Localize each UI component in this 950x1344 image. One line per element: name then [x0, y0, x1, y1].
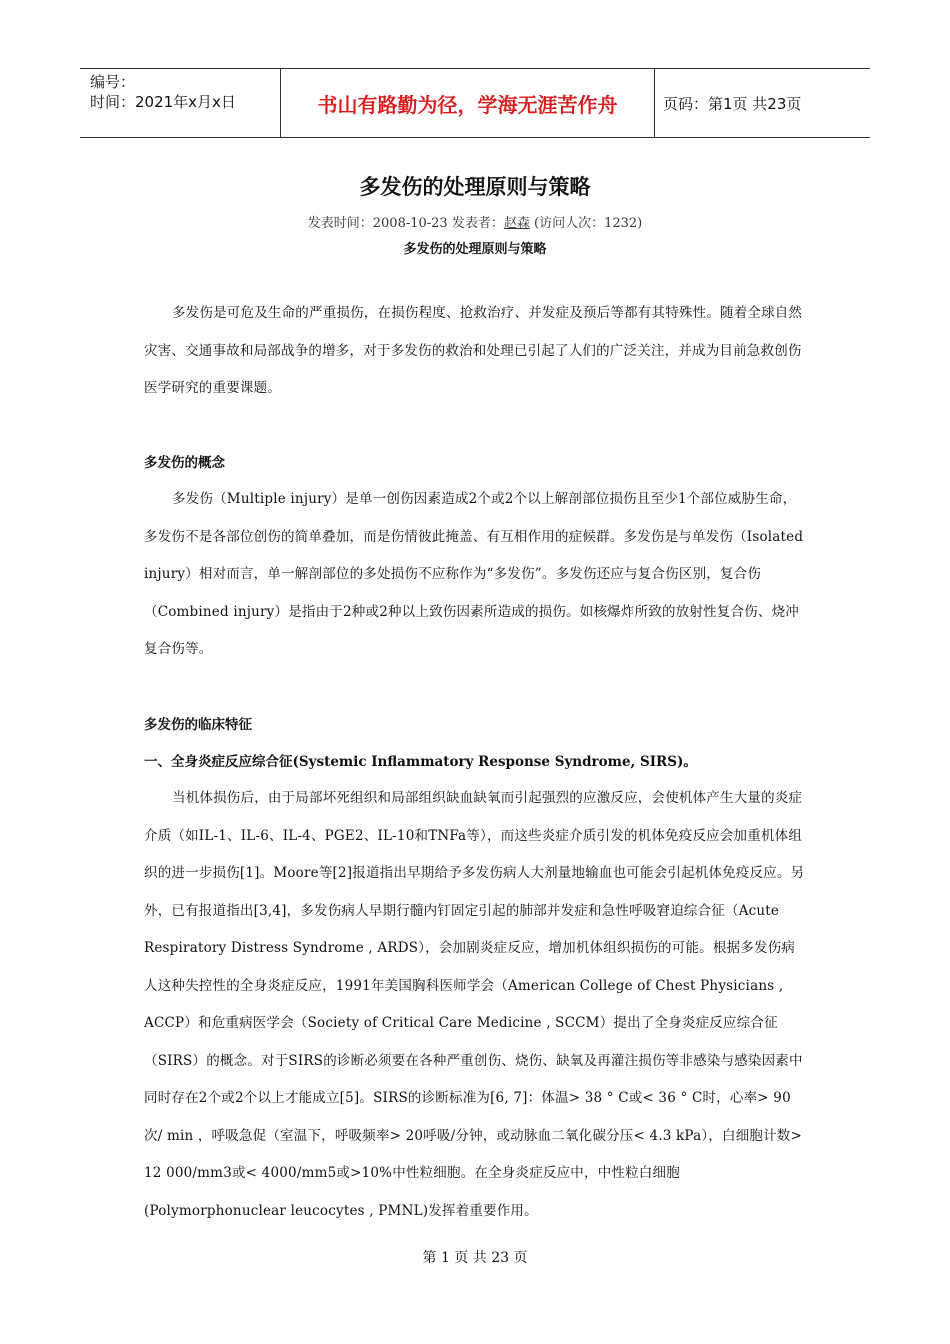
article-title: 多发伤的处理原则与策略	[359, 174, 591, 199]
intro-paragraph: 多发伤是可危及生命的严重损伤，在损伤程度、抢救治疗、并发症及预后等都有其特殊性。随着全球自然灾害、交通事故和局部战争的增多，对于多发伤的救治和处理已引起了人们的广泛关注，并成为目前急救创伤医学研究的重要课题。	[144, 305, 803, 396]
meta-suffix: (访问人次：1232)	[529, 216, 643, 231]
page-footer: 第 1 页 共 23 页	[422, 1250, 528, 1266]
section-heading: 多发伤的临床特征	[144, 717, 252, 733]
sirs-body	[144, 780, 806, 1230]
document-number-label: 编号：	[90, 73, 136, 91]
clinical-section	[144, 715, 806, 735]
article-subtitle: 多发伤的处理原则与策略	[403, 242, 547, 257]
sirs-paragraph: 当机体损伤后，由于局部坏死组织和局部组织缺血缺氧而引起强烈的应激反应，会使机体产生大量的炎症介质（如IL-1、IL-6、IL-4、PGE2、IL-10和TNFa等），而这些炎症介质引发的机体免疫反应会加重机体组织的进一步损伤[1]。Moore等[2]报道指出早期给予多发伤病人大剂量地输血也可能会引起机体免疫反应。另外，已有报道指出[3,4]，多发伤病人早期行髓内钉固定引起的肺部并发症和急性呼吸窘迫综合征（Acute Respiratory Distress Syndrome , ARDS），会加剧炎症反应，增加机体组织损伤的可能。根据多发伤病人这种失控性的全身炎症反应，1991年美国胸科医师学会（American College of Chest Physicians , ACCP）和危重病医学会（Society of Critical Care Medicine , SCCM）提出了全身炎症反应综合征（SIRS）的概念。对于SIRS的诊断必须要在各种严重创伤、烧伤、缺氧及再灌注损伤等非感染与感染因素中同时存在2个或2个以上才能成立[5]。SIRS的诊断标准为[6, 7]：体温> 38 ° C或< 36 ° C时，心率> 90次/ min ，呼吸急促（室温下，呼吸频率> 20呼吸/分钟，或动脉血二氧化碳分压< 4.3 kPa），白细胞计数> 12 000/mm3或< 4000/mm5或>10%中性粒细胞。在全身炎症反应中，中性粒白细胞(Polymorphonuclear leucocytes , PMNL)发挥着重要作用。	[144, 790, 805, 1219]
header-page-code: 页码：第1页 共23页	[663, 94, 802, 113]
concept-section	[144, 453, 806, 473]
meta-prefix: 发表时间：2008-10-23 发表者：	[307, 216, 504, 231]
intro-section	[144, 295, 806, 408]
header-table	[80, 68, 870, 138]
header-motto: 书山有路勤为径，学海无涯苦作舟	[281, 69, 655, 137]
sirs-heading-block	[144, 752, 806, 772]
subsection-heading: 一、全身炎症反应综合征(Systemic Inflammatory Response Syndrome, SIRS)。	[144, 754, 697, 770]
author-link[interactable]: 赵森	[503, 216, 530, 231]
document-time-label: 时间：2021年x月x日	[90, 93, 236, 111]
header-info-cell	[80, 69, 281, 137]
concept-paragraph: 多发伤（Multiple injury）是单一创伤因素造成2个或2个以上解剖部位损伤且至少1个部位威胁生命，多发伤不是各部位创伤的简单叠加，而是伤情彼此掩盖、有互相作用的症候群。多发伤是与单发伤（Isolated injury）相对而言，单一解剖部位的多处损伤不应称作为“多发伤”。多发伤还应与复合伤区别，复合伤 （Combined injury）是指由于2种或2种以上致伤因素所造成的损伤。如核爆炸所致的放射性复合伤、烧冲复合伤等。	[144, 491, 804, 657]
section-heading: 多发伤的概念	[144, 455, 225, 471]
article-meta	[0, 212, 950, 231]
concept-body	[144, 481, 806, 669]
